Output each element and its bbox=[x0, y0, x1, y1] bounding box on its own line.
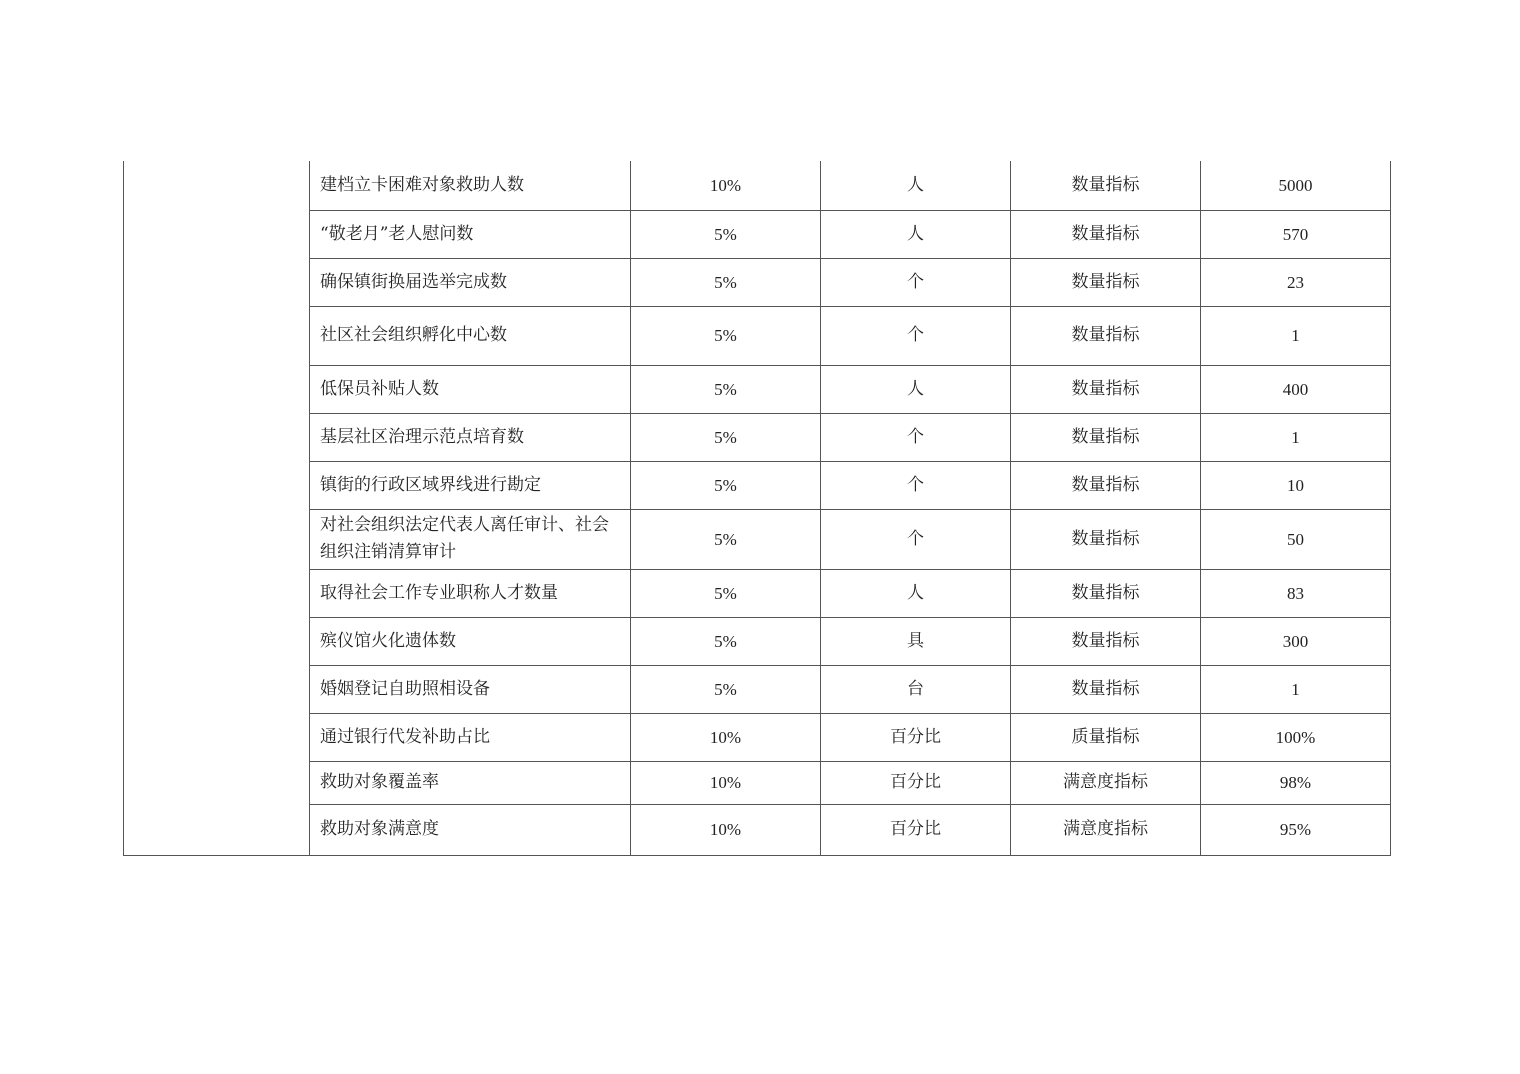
indicator-weight: 5% bbox=[631, 365, 821, 413]
indicator-name: 取得社会工作专业职称人才数量 bbox=[310, 569, 631, 617]
indicator-unit: 人 bbox=[821, 210, 1011, 258]
indicator-unit: 台 bbox=[821, 665, 1011, 713]
indicator-weight: 10% bbox=[631, 804, 821, 855]
indicator-type: 数量指标 bbox=[1011, 509, 1201, 569]
indicator-type: 满意度指标 bbox=[1011, 761, 1201, 804]
indicator-type: 数量指标 bbox=[1011, 461, 1201, 509]
indicator-weight: 5% bbox=[631, 665, 821, 713]
indicator-value: 300 bbox=[1201, 617, 1391, 665]
indicator-value: 5000 bbox=[1201, 161, 1391, 210]
indicator-value: 95% bbox=[1201, 804, 1391, 855]
indicator-unit: 个 bbox=[821, 306, 1011, 365]
indicator-unit: 百分比 bbox=[821, 713, 1011, 761]
indicator-type: 数量指标 bbox=[1011, 413, 1201, 461]
table-row bbox=[124, 210, 1391, 258]
indicator-value: 100% bbox=[1201, 713, 1391, 761]
indicator-value: 1 bbox=[1201, 665, 1391, 713]
table-row bbox=[124, 761, 1391, 804]
indicator-value: 23 bbox=[1201, 258, 1391, 306]
indicator-type: 数量指标 bbox=[1011, 365, 1201, 413]
table-row bbox=[124, 306, 1391, 365]
indicator-weight: 5% bbox=[631, 461, 821, 509]
indicator-weight: 5% bbox=[631, 509, 821, 569]
indicator-value: 570 bbox=[1201, 210, 1391, 258]
table-row bbox=[124, 804, 1391, 855]
indicator-type: 数量指标 bbox=[1011, 306, 1201, 365]
indicator-type: 数量指标 bbox=[1011, 210, 1201, 258]
table-row bbox=[124, 617, 1391, 665]
indicator-weight: 5% bbox=[631, 306, 821, 365]
table-row bbox=[124, 365, 1391, 413]
indicator-weight: 10% bbox=[631, 713, 821, 761]
table-row bbox=[124, 258, 1391, 306]
indicator-value: 83 bbox=[1201, 569, 1391, 617]
indicator-unit: 人 bbox=[821, 569, 1011, 617]
indicator-unit: 个 bbox=[821, 461, 1011, 509]
indicator-name: 基层社区治理示范点培育数 bbox=[310, 413, 631, 461]
indicator-value: 50 bbox=[1201, 509, 1391, 569]
indicator-name: 婚姻登记自助照相设备 bbox=[310, 665, 631, 713]
indicator-type: 数量指标 bbox=[1011, 258, 1201, 306]
indicator-name: 建档立卡困难对象救助人数 bbox=[310, 161, 631, 210]
performance-indicator-table bbox=[123, 161, 1391, 856]
indicator-weight: 5% bbox=[631, 413, 821, 461]
indicator-unit: 个 bbox=[821, 509, 1011, 569]
indicator-name: 镇街的行政区域界线进行勘定 bbox=[310, 461, 631, 509]
indicator-type: 数量指标 bbox=[1011, 617, 1201, 665]
indicator-type: 数量指标 bbox=[1011, 569, 1201, 617]
indicator-unit: 个 bbox=[821, 413, 1011, 461]
table-row bbox=[124, 713, 1391, 761]
table-row bbox=[124, 161, 1391, 210]
indicator-type: 数量指标 bbox=[1011, 665, 1201, 713]
indicator-weight: 5% bbox=[631, 569, 821, 617]
indicator-type: 数量指标 bbox=[1011, 161, 1201, 210]
indicator-name: 对社会组织法定代表人离任审计、社会组织注销清算审计 bbox=[310, 509, 631, 569]
table-row bbox=[124, 461, 1391, 509]
indicator-value: 1 bbox=[1201, 306, 1391, 365]
indicator-type: 质量指标 bbox=[1011, 713, 1201, 761]
indicator-name: 救助对象满意度 bbox=[310, 804, 631, 855]
indicator-name: 救助对象覆盖率 bbox=[310, 761, 631, 804]
indicator-name: “敬老月”老人慰问数 bbox=[310, 210, 631, 258]
indicator-value: 98% bbox=[1201, 761, 1391, 804]
table-row bbox=[124, 509, 1391, 569]
indicator-value: 10 bbox=[1201, 461, 1391, 509]
indicator-weight: 5% bbox=[631, 258, 821, 306]
indicator-weight: 5% bbox=[631, 210, 821, 258]
indicator-weight: 10% bbox=[631, 161, 821, 210]
indicator-unit: 百分比 bbox=[821, 804, 1011, 855]
table-row bbox=[124, 413, 1391, 461]
table-row bbox=[124, 665, 1391, 713]
indicator-name: 低保员补贴人数 bbox=[310, 365, 631, 413]
indicator-type: 满意度指标 bbox=[1011, 804, 1201, 855]
indicator-unit: 个 bbox=[821, 258, 1011, 306]
indicator-weight: 5% bbox=[631, 617, 821, 665]
indicator-unit: 人 bbox=[821, 161, 1011, 210]
indicator-unit: 百分比 bbox=[821, 761, 1011, 804]
indicator-name: 殡仪馆火化遗体数 bbox=[310, 617, 631, 665]
indicator-name: 社区社会组织孵化中心数 bbox=[310, 306, 631, 365]
indicator-name: 确保镇街换届选举完成数 bbox=[310, 258, 631, 306]
table-row bbox=[124, 569, 1391, 617]
indicator-value: 400 bbox=[1201, 365, 1391, 413]
indicator-unit: 人 bbox=[821, 365, 1011, 413]
indicator-value: 1 bbox=[1201, 413, 1391, 461]
indicator-name: 通过银行代发补助占比 bbox=[310, 713, 631, 761]
merged-category-cell bbox=[124, 161, 310, 855]
indicator-weight: 10% bbox=[631, 761, 821, 804]
indicator-unit: 具 bbox=[821, 617, 1011, 665]
